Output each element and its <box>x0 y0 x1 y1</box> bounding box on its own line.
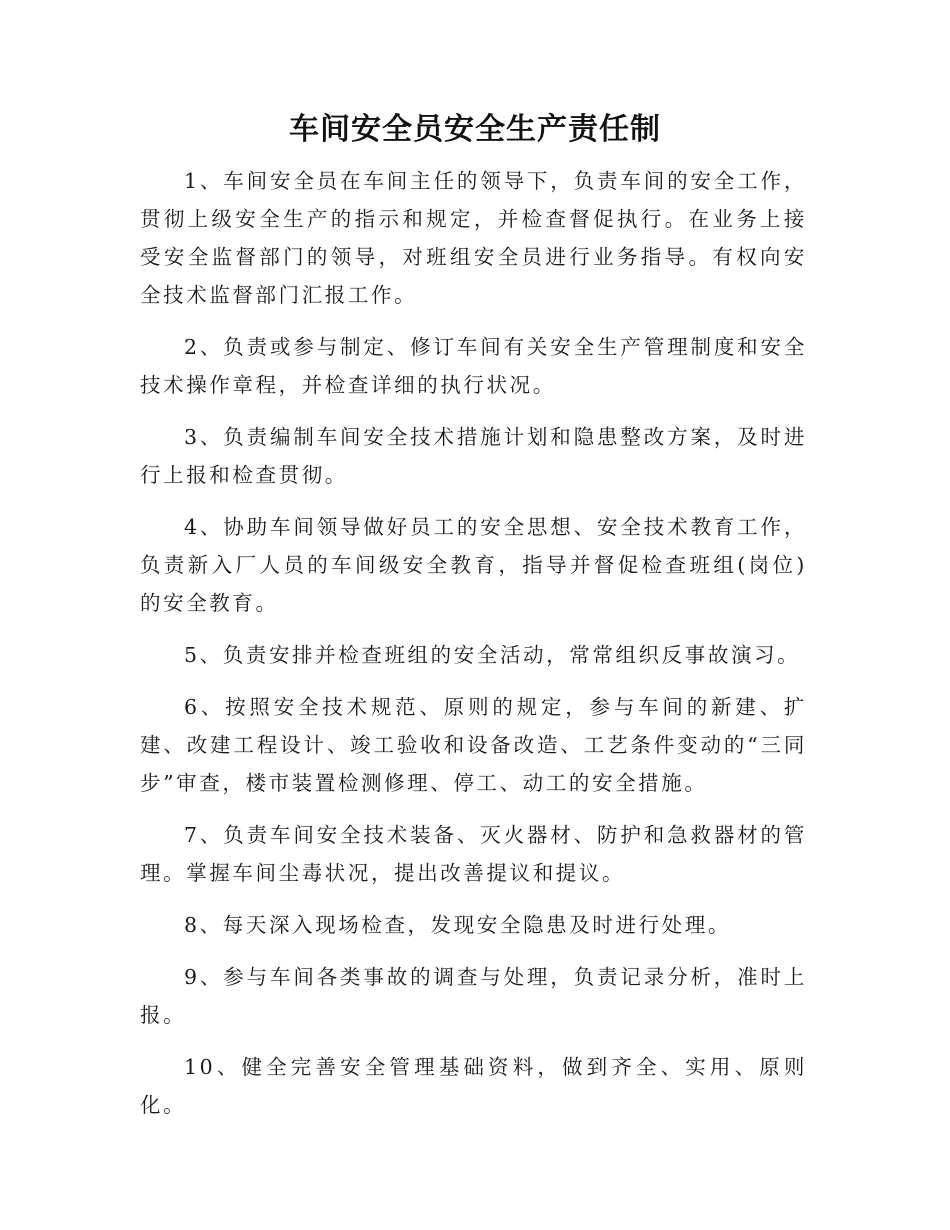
paragraph-2: 2、负责或参与制定、修订车间有关安全生产管理制度和安全技术操作章程，并检查详细的执行状况。 <box>140 335 807 397</box>
paragraph-8: 8、每天深入现场检查，发现安全隐患及时进行处理。 <box>184 913 731 937</box>
paragraph-9: 9、参与车间各类事故的调查与处理，负责记录分析，准时上报。 <box>140 965 807 1027</box>
document-body <box>140 162 807 1138</box>
paragraph-1: 1、车间安全员在车间主任的领导下，负责车间的安全工作，贯彻上级安全生产的指示和规定，并检查督促执行。在业务上接受安全监督部门的领导，对班组安全员进行业务指导。有权向安全技术监督部门汇报工作。 <box>140 169 807 307</box>
paragraph-10: 10、健全完善安全管理基础资料，做到齐全、实用、原则化。 <box>140 1055 807 1117</box>
document-title: 车间安全员安全生产责任制 <box>289 112 661 147</box>
paragraph-4: 4、协助车间领导做好员工的安全思想、安全技术教育工作，负责新入厂人员的车间级安全教育，指导并督促检查班组(岗位)的安全教育。 <box>140 515 807 615</box>
paragraph-6: 6、按照安全技术规范、原则的规定，参与车间的新建、扩建、改建工程设计、竣工验收和设备改造、工艺条件变动的“三同步”审查，楼市装置检测修理、停工、动工的安全措施。 <box>140 695 807 795</box>
paragraph-7: 7、负责车间安全技术装备、灭火器材、防护和急救器材的管理。掌握车间尘毒状况，提出改善提议和提议。 <box>140 823 807 885</box>
paragraph-5: 5、负责安排并检查班组的安全活动，常常组织反事故演习。 <box>184 643 801 667</box>
paragraph-3: 3、负责编制车间安全技术措施计划和隐患整改方案，及时进行上报和检查贯彻。 <box>140 425 807 487</box>
